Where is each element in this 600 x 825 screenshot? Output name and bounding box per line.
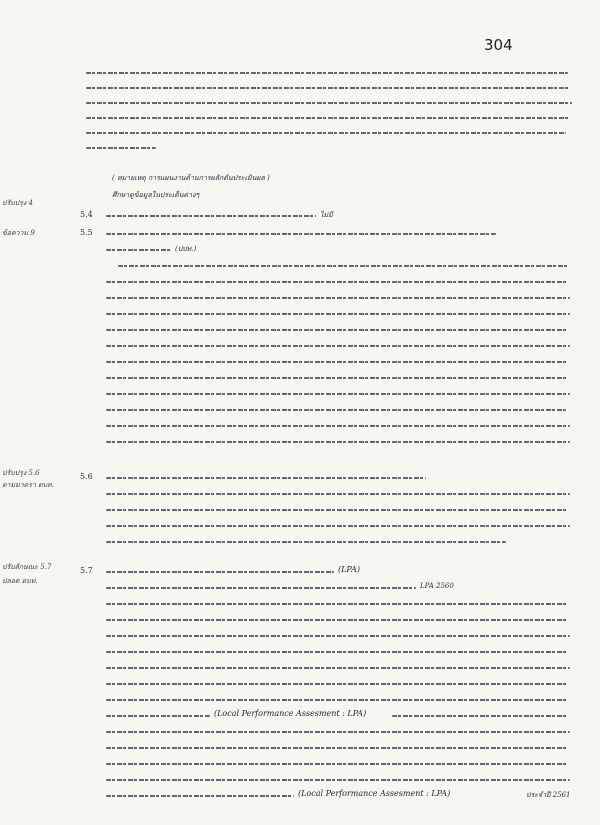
handwritten-line [106,441,570,443]
section-number: 5.5 [80,228,93,237]
handwritten-line [86,72,568,74]
page-number: 304 [484,36,513,54]
handwritten-line [106,377,568,379]
handwritten-line [106,779,570,781]
handwritten-line [106,699,568,701]
handwritten-line [106,345,570,347]
handwritten-line [106,747,568,749]
handwritten-line [106,233,496,235]
handwritten-line [106,571,334,573]
handwritten-line [106,329,568,331]
handwritten-line [106,603,568,605]
abbreviation: (ปปท.) [175,245,197,253]
lpa-english-1: (Local Performance Assesment : LPA) [214,709,367,718]
lpa-english-2: (Local Performance Assesment : LPA) [298,789,451,798]
handwritten-line [118,265,568,267]
margin-note: ปรับปรุง 5.6 [2,469,40,477]
handwritten-line [106,313,570,315]
bracket-note: ( หมายเหตุ การแผนงานด้านการผลักดันประเมินผล ) [112,174,270,182]
handwritten-line [106,587,416,589]
section-note: ไม่มี [320,211,333,219]
handwritten-line [106,667,570,669]
lpa-year-tail: ประจำปี 2561 [526,791,571,799]
section-number: 5.7 [80,566,93,575]
handwritten-line [106,763,568,765]
handwritten-line [106,281,568,283]
short-note: ศึกษาดูข้อมูลในประเด็นต่างๆ [112,191,200,199]
handwritten-line [106,525,570,527]
handwritten-line [106,651,568,653]
handwritten-line [106,635,570,637]
handwritten-line [106,619,568,621]
handwritten-line [86,87,570,89]
handwritten-line [106,425,570,427]
handwritten-line [106,361,568,363]
lpa-tag: (LPA) [338,565,360,574]
handwritten-line [86,132,566,134]
handwritten-line [86,117,570,119]
section-number: 5.4 [80,210,93,219]
margin-note: ข้อความ 9 [2,229,35,237]
handwritten-line [106,541,506,543]
handwritten-line [106,731,570,733]
margin-note: ตามมาตรา ดบท. [2,481,54,489]
handwritten-line [106,297,570,299]
handwritten-line [392,715,568,717]
handwritten-line [106,509,568,511]
handwritten-line [106,215,316,217]
handwritten-line [106,409,566,411]
handwritten-line [106,477,426,479]
handwritten-line [86,102,572,104]
handwritten-line [106,795,294,797]
section-number: 5.6 [80,472,93,481]
handwritten-line [106,393,570,395]
lpa-year: LPA 2560 [420,582,454,590]
margin-note: ปรับลักษณะ 5.7 [2,563,52,571]
handwritten-line [106,683,568,685]
handwritten-line [86,147,156,149]
margin-note: ปรับปรุง 4 [2,199,33,207]
margin-note: ปลอด ดบท. [2,577,38,585]
handwritten-line [106,493,570,495]
handwritten-line [106,715,210,717]
handwritten-line [106,249,172,251]
